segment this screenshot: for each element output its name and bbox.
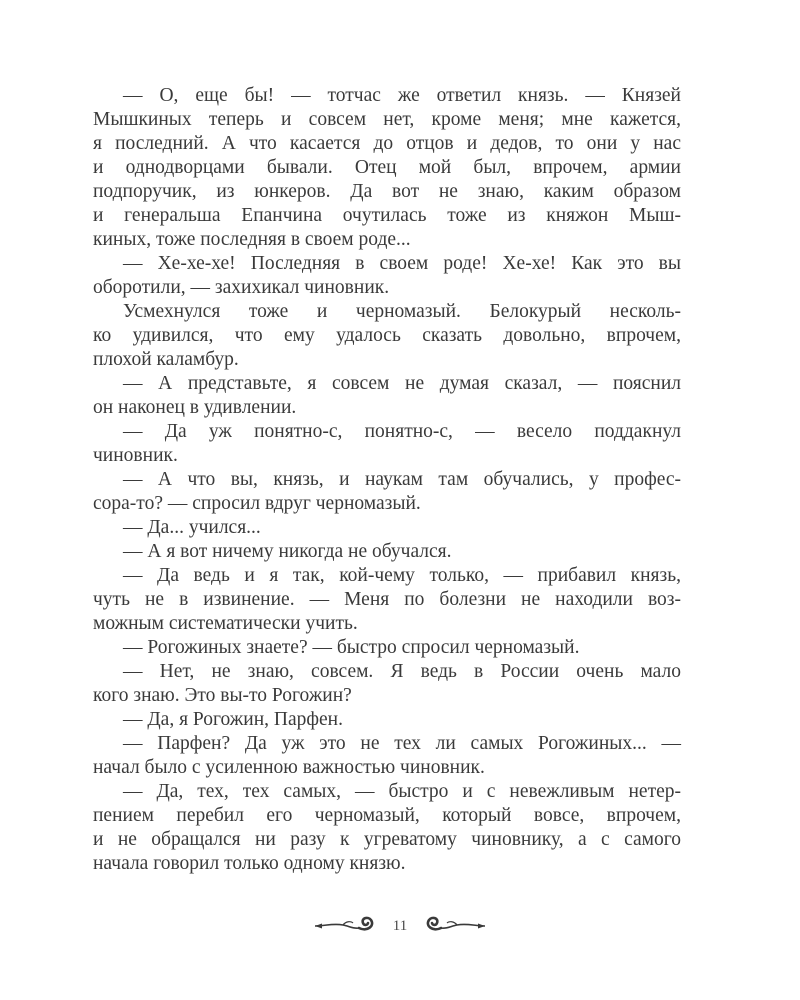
text-line: и однодворцами бывали. Отец мой был, впрочем, армии	[93, 157, 681, 178]
text-line: — А я вот ничему никогда не обучался.	[123, 541, 452, 562]
text-line: ко удивился, что ему удалось сказать довольно, впрочем,	[93, 325, 681, 346]
page-text	[93, 84, 681, 876]
page-number: 11	[392, 917, 408, 934]
text-line: плохой каламбур.	[93, 349, 239, 370]
text-line: — Рогожиных знаете? — быстро спросил черномазый.	[123, 637, 580, 658]
text-line: — Нет, не знаю, совсем. Я ведь в России очень мало	[123, 661, 681, 682]
text-line: — Да уж понятно-с, понятно-с, — весело поддакнул	[123, 421, 681, 442]
text-line: Усмехнулся тоже и черномазый. Белокурый несколь-	[123, 301, 681, 322]
text-line: пением перебил его черномазый, который вовсе, впрочем,	[93, 805, 681, 826]
text-line: — Да ведь и я так, кой-чему только, — прибавил князь,	[123, 565, 681, 586]
text-line: чиновник.	[93, 445, 178, 466]
text-line: можным систематически учить.	[93, 613, 358, 634]
text-line: оборотили, — захихикал чиновник.	[93, 277, 390, 298]
flourish-left-icon	[313, 913, 379, 939]
text-line: киных, тоже последняя в своем роде...	[93, 229, 411, 250]
text-line: — Да, я Рогожин, Парфен.	[123, 709, 343, 730]
text-line: и не обращался ни разу к угреватому чиновнику, а с самого	[93, 829, 681, 850]
text-line: начала говорил только одному князю.	[93, 853, 406, 874]
page-footer	[0, 906, 800, 946]
text-line: — Парфен? Да уж это не тех ли самых Рогожиных... —	[123, 733, 681, 754]
text-line: — Хе-хе-хе! Последняя в своем роде! Хе-хе! Как это вы	[123, 253, 681, 274]
text-line: подпоручик, из юнкеров. Да вот не знаю, каким образом	[93, 181, 681, 202]
text-line: сора-то? — спросил вдруг черномазый.	[93, 493, 421, 514]
text-line: — Да... учился...	[123, 517, 261, 538]
text-line: — О, еще бы! — тотчас же ответил князь. — Князей	[123, 85, 681, 106]
text-line: он наконец в удивлении.	[93, 397, 297, 418]
text-line: — А что вы, князь, и наукам там обучались, у профес-	[123, 469, 681, 490]
text-line: кого знаю. Это вы-то Рогожин?	[93, 685, 352, 706]
text-line: — А представьте, я совсем не думая сказал, — пояснил	[123, 373, 681, 394]
text-line: — Да, тех, тех самых, — быстро и с невежливым нетер-	[123, 781, 681, 802]
text-line: я последний. А что касается до отцов и дедов, то они у нас	[93, 133, 681, 154]
flourish-right-icon	[421, 913, 487, 939]
text-line: и генеральша Епанчина очутилась тоже из княжон Мыш-	[93, 205, 681, 226]
text-line: чуть не в извинение. — Меня по болезни не находили воз-	[93, 589, 681, 610]
text-line: Мышкиных теперь и совсем нет, кроме меня; мне кажется,	[93, 109, 681, 130]
text-line: начал было с усиленною важностью чиновник.	[93, 757, 485, 778]
